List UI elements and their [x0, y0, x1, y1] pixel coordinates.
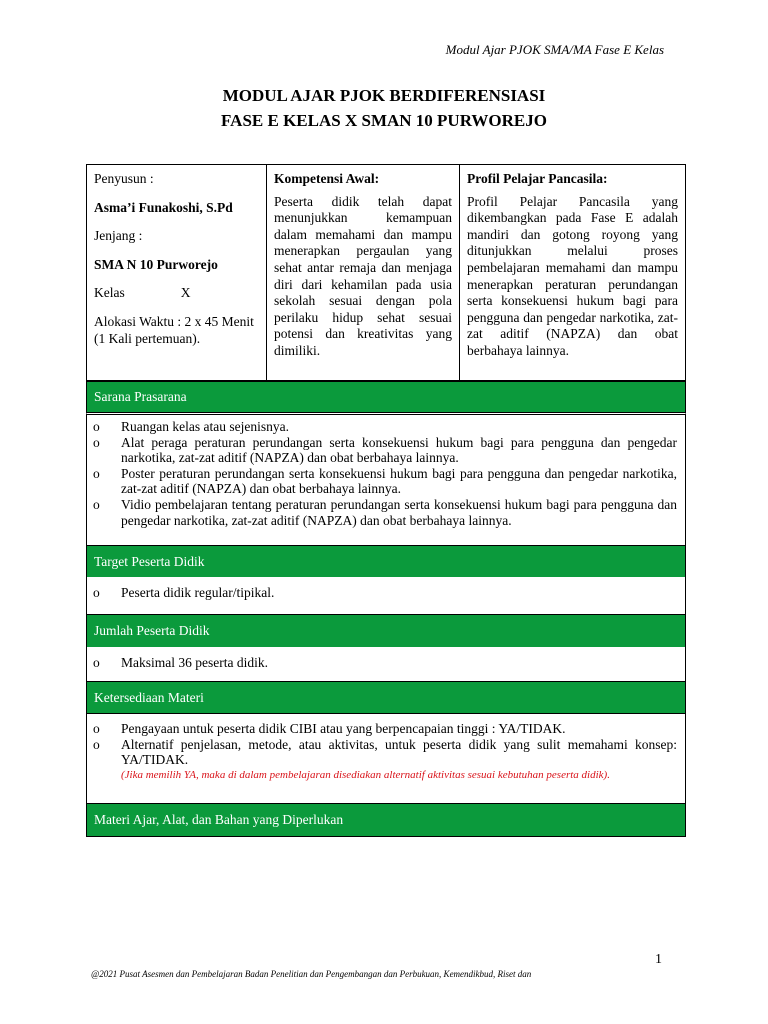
- kompetensi-column: [267, 165, 460, 380]
- list-item: o Vidio pembelajaran tentang peraturan perundangan serta konsekuensi hukum bagi para pengguna dan pengedar narkotika, zat-zat aditif (NAPZA) dan obat berbahaya lainnya.: [93, 496, 677, 528]
- penyusun-label: Penyusun :: [94, 171, 154, 186]
- running-header: Modul Ajar PJOK SMA/MA Fase E Kelas: [445, 42, 664, 57]
- section-header-ketersediaan: Ketersediaan Materi: [86, 682, 686, 713]
- list-item: o Pengayaan untuk peserta didik CIBI atau yang berpencapaian tinggi : YA/TIDAK.: [93, 721, 566, 736]
- bullet-icon: o: [93, 721, 100, 736]
- sarana-list: [87, 419, 685, 528]
- list-item: o Alat peraga peraturan perundangan serta konsekuensi hukum bagi para pengguna dan pengedar narkotika, zat-zat aditif (NAPZA) dan obat berbahaya lainnya.: [93, 434, 677, 466]
- section-body-ketersediaan: [86, 713, 686, 804]
- kompetensi-heading: Kompetensi Awal:: [274, 171, 380, 186]
- document-subtitle: FASE E KELAS X SMAN 10 PURWOREJO: [221, 111, 547, 130]
- profil-heading: Profil Pelajar Pancasila:: [467, 171, 608, 186]
- kelas-label: Kelas: [94, 285, 125, 301]
- bullet-icon: o: [93, 736, 100, 752]
- section-header-materi: Materi Ajar, Alat, dan Bahan yang Diperlukan: [86, 804, 686, 837]
- bullet-icon: o: [93, 434, 100, 450]
- list-item: o Maksimal 36 peserta didik.: [93, 655, 268, 670]
- identity-table: [86, 164, 686, 381]
- section-header-target: Target Peserta Didik: [86, 546, 686, 577]
- section-header-sarana: Sarana Prasarana: [86, 381, 686, 412]
- bullet-icon: o: [93, 465, 100, 481]
- kelas-value: X: [180, 285, 191, 301]
- list-item: o Ruangan kelas atau sejenisnya.: [93, 419, 289, 434]
- document-title: MODUL AJAR PJOK BERDIFERENSIASI: [222, 86, 546, 105]
- list-item: o Alternatif penjelasan, metode, atau aktivitas, untuk peserta didik yang sulit memahami konsep: YA/TIDAK.: [93, 736, 677, 768]
- kompetensi-text: Peserta didik telah dapat menunjukkan kemampuan dalam memahami dan mampu menerapkan pergaulan yang sehat antar remaja dan menjaga diri dari kehamilan pada usia sekolah sesuai dengan pola perilaku hidup sehat sesuai potensi dan kreativitas yang dimiliki.: [274, 193, 452, 358]
- list-item: o Poster peraturan perundangan serta konsekuensi hukum bagi para pengguna dan pengedar narkotika, zat-zat aditif (NAPZA) dan obat berbahaya lainnya.: [93, 465, 677, 497]
- bullet-icon: o: [93, 585, 100, 600]
- section-header-jumlah: Jumlah Peserta Didik: [86, 615, 686, 647]
- profil-text: Profil Pelajar Pancasila yang dikembangkan pada Fase E adalah mandiri dan gotong royong yang ditunjukkan melalui proses pembelajaran memahami dan mampu menerapkan peraturan perundangan serta konsekuensi hukum bagi para pengguna dan pengedar narkotika, zat-zat aditif (NAPZA) dan obat berbahaya lainnya.: [467, 193, 678, 358]
- alokasi-waktu: Alokasi Waktu : 2 x 45 Menit (1 Kali pertemuan).: [94, 313, 254, 346]
- section-body-target: [86, 577, 686, 615]
- bullet-icon: o: [93, 419, 100, 434]
- penyusun-name: Asma’i Funakoshi, S.Pd: [94, 199, 233, 215]
- page-number: 1: [655, 952, 662, 967]
- identity-column: [87, 165, 267, 380]
- section-body-jumlah: [86, 647, 686, 682]
- bullet-icon: o: [93, 496, 100, 512]
- footer-copyright: @2021 Pusat Asesmen dan Pembelajaran Badan Penelitian dan Pengembangan dan Perbukuan, Kemendikbud, Riset dan: [91, 969, 532, 979]
- ketersediaan-note: (Jika memilih YA, maka di dalam pembelajaran disediakan alternatif aktivitas sesuai kebutuhan peserta didik).: [121, 768, 610, 781]
- section-body-sarana: [86, 412, 686, 546]
- bullet-icon: o: [93, 655, 100, 670]
- jenjang-value: SMA N 10 Purworejo: [94, 256, 218, 272]
- profil-column: [460, 165, 685, 380]
- kelas-row: [94, 285, 259, 302]
- jenjang-label: Jenjang :: [94, 228, 143, 244]
- list-item: o Peserta didik regular/tipikal.: [93, 585, 275, 600]
